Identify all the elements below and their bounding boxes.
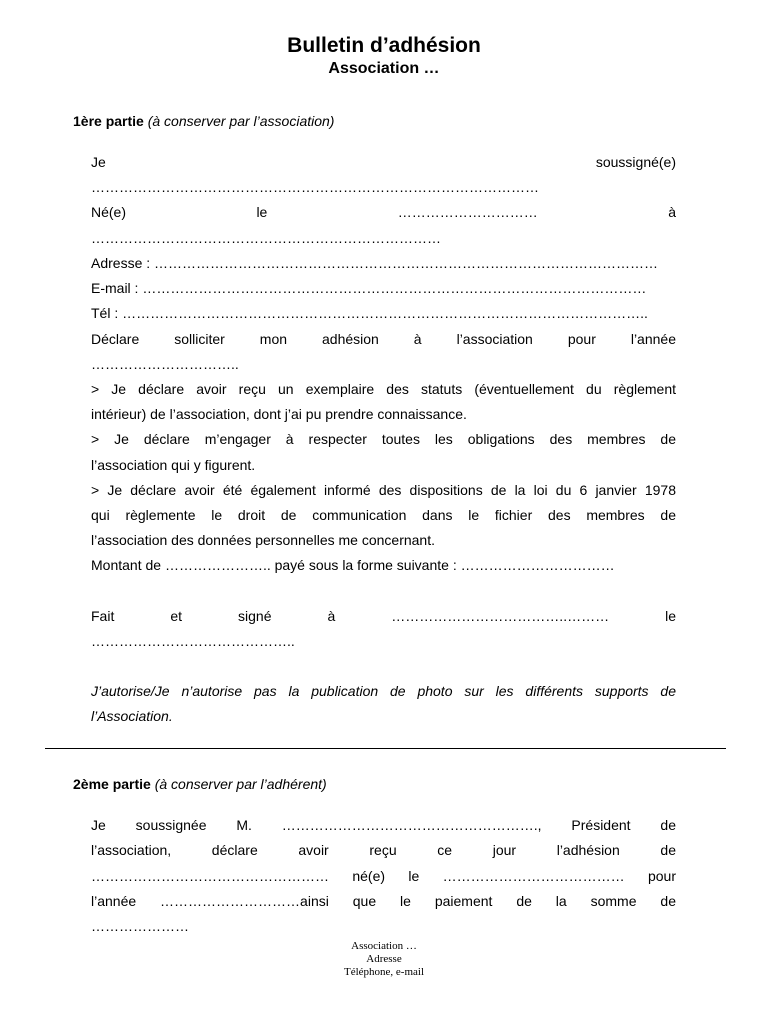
- part1-line: Né(e) le ………………………… à: [91, 204, 676, 220]
- footer-association: Association …: [351, 940, 417, 952]
- footer-address: Adresse: [366, 953, 402, 965]
- part1-line: ……………………………………..: [91, 633, 295, 649]
- document-subtitle: Association …: [328, 60, 440, 77]
- part1-line: Adresse : ………………………………………………………………………………………………: [91, 255, 659, 271]
- part2-heading-note: (à conserver par l’adhérent): [154, 776, 327, 792]
- part1-line: Déclare solliciter mon adhésion à l’association pour l’année: [91, 331, 676, 347]
- footer-contact: Téléphone, e-mail: [343, 966, 425, 978]
- part2-heading: [73, 776, 327, 792]
- part1-line: intérieur) de l’association, dont j’ai pu prendre connaissance.: [91, 406, 467, 422]
- part1-line: > Je déclare avoir été également informé des dispositions de la loi du 6 janvier 1978: [91, 482, 676, 498]
- part2-line: …………………………………………… né(e) le ………………………………… pour: [91, 868, 676, 884]
- cut-line: [45, 748, 726, 749]
- part1-line: Fait et signé à ………………………………..……… le: [91, 608, 676, 624]
- part1-line: E-mail : ………………………………………………………………………………………………: [91, 280, 647, 296]
- part1-line: > Je déclare avoir reçu un exemplaire des statuts (éventuellement du règlement: [91, 381, 676, 397]
- part1-line: l’association qui y figurent.: [91, 457, 256, 473]
- part1-heading-label: 1ère partie: [73, 113, 144, 129]
- part1-line: > Je déclare m’engager à respecter toutes les obligations des membres de: [91, 431, 676, 447]
- part1-line: …………………………..: [91, 356, 239, 372]
- part1-line: ……………………………………………………………………………………: [91, 179, 539, 195]
- part2-heading-label: 2ème partie: [73, 776, 151, 792]
- part2-line: l’association, déclare avoir reçu ce jour l’adhésion de: [91, 842, 676, 858]
- part1-line: Tél : …………………………………………………………………………………………………..: [91, 305, 648, 321]
- part1-heading: [73, 113, 334, 129]
- part1-heading-note: (à conserver par l’association): [147, 113, 335, 129]
- part2-line: l’année …………………………ainsi que le paiement de la somme de: [91, 893, 676, 909]
- part2-line: Je soussignée M. ………………………………………………., Président de: [91, 817, 676, 833]
- part1-line: …………………………………………………………………: [91, 230, 441, 246]
- photo-consent-line: J’autorise/Je n’autorise pas la publication de photo sur les différents supports de: [91, 683, 676, 699]
- part1-line: Montant de ………………….. payé sous la forme suivante : ……………………………: [91, 557, 615, 573]
- part1-line: qui règlemente le droit de communication dans le fichier des membres de: [91, 507, 676, 523]
- part1-line: Je soussigné(e): [91, 154, 676, 170]
- photo-consent-line: l’Association.: [91, 708, 173, 724]
- part2-line: …………………: [91, 918, 189, 934]
- part1-line: l’association des données personnelles me concernant.: [91, 532, 435, 548]
- document-title: Bulletin d’adhésion: [287, 34, 481, 57]
